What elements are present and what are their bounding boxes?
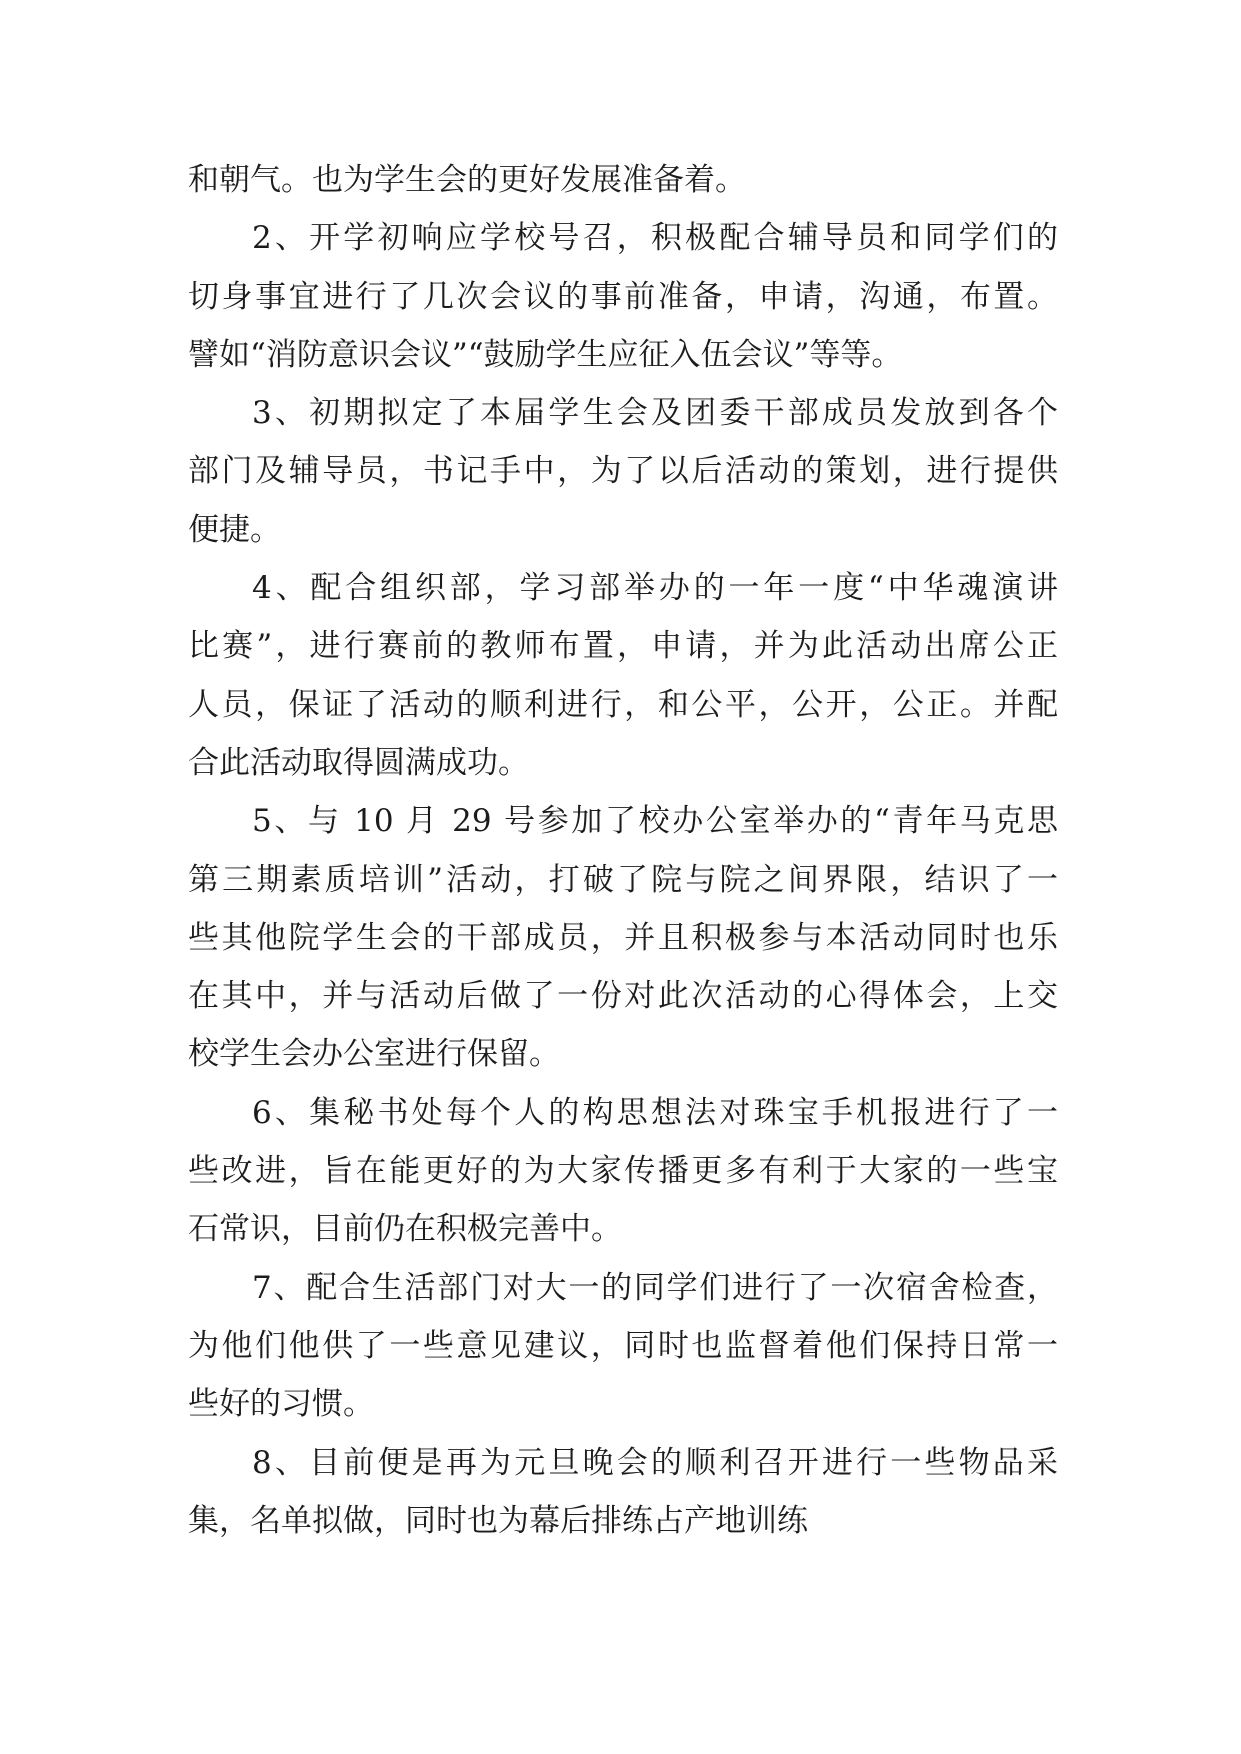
document-page — [188, 151, 1058, 1550]
paragraph-line: 2、开学初响应学校号召，积极配合辅导员和同学们的 — [252, 220, 1058, 257]
paragraph-item-6 — [188, 1084, 1058, 1259]
paragraph-line: 切身事宜进行了几次会议的事前准备，申请，沟通，布置。 — [188, 278, 1058, 315]
paragraph-line: 3、初期拟定了本届学生会及团委干部成员发放到各个 — [252, 395, 1058, 432]
paragraph-line: 5、与 10 月 29 号参加了校办公室举办的“青年马克思 — [252, 803, 1058, 840]
paragraph-line: 校学生会办公室进行保留。 — [188, 1036, 560, 1073]
paragraph-line: 为他们他供了一些意见建议，同时也监督着他们保持日常一 — [188, 1327, 1058, 1364]
paragraph-line: 些其他院学生会的干部成员，并且积极参与本活动同时也乐 — [188, 919, 1058, 956]
paragraph-line: 合此活动取得圆满成功。 — [188, 744, 529, 781]
paragraph-line: 在其中，并与活动后做了一份对此次活动的心得体会，上交 — [188, 978, 1058, 1015]
paragraph-line: 比赛”，进行赛前的教师布置，申请，并为此活动出席公正 — [188, 628, 1058, 665]
paragraph-line: 集，名单拟做，同时也为幕后排练占产地训练 — [188, 1502, 808, 1539]
paragraph-line: 些改进，旨在能更好的为大家传播更多有利于大家的一些宝 — [188, 1153, 1058, 1190]
paragraph-item-2 — [188, 209, 1058, 384]
paragraph-line: 些好的习惯。 — [188, 1386, 374, 1423]
paragraph-line: 7、配合生活部门对大一的同学们进行了一次宿舍检查， — [252, 1269, 1058, 1306]
paragraph-line: 第三期素质培训”活动，打破了院与院之间界限，结识了一 — [188, 861, 1058, 898]
paragraph-item-7 — [188, 1259, 1058, 1434]
paragraph-line: 6、集秘书处每个人的构思想法对珠宝手机报进行了一 — [252, 1094, 1058, 1131]
paragraph-line: 便捷。 — [188, 511, 281, 548]
paragraph-line: 人员，保证了活动的顺利进行，和公平，公开，公正。并配 — [188, 686, 1058, 723]
paragraph-item-3 — [188, 384, 1058, 559]
paragraph-line: 部门及辅导员，书记手中，为了以后活动的策划，进行提供 — [188, 453, 1058, 490]
paragraph-line: 4、配合组织部，学习部举办的一年一度“中华魂演讲 — [252, 570, 1058, 607]
paragraph-line: 譬如“消防意识会议”“鼓励学生应征入伍会议”等等。 — [188, 336, 903, 373]
paragraph-line: 石常识，目前仍在积极完善中。 — [188, 1211, 622, 1248]
paragraph-item-5 — [188, 792, 1058, 1083]
paragraph-item-4 — [188, 559, 1058, 792]
paragraph-continuation — [188, 151, 1058, 209]
paragraph-line: 8、目前便是再为元旦晚会的顺利召开进行一些物品采 — [252, 1444, 1058, 1481]
paragraph-line: 和朝气。也为学生会的更好发展准备着。 — [188, 162, 746, 198]
paragraph-item-8 — [188, 1434, 1058, 1551]
